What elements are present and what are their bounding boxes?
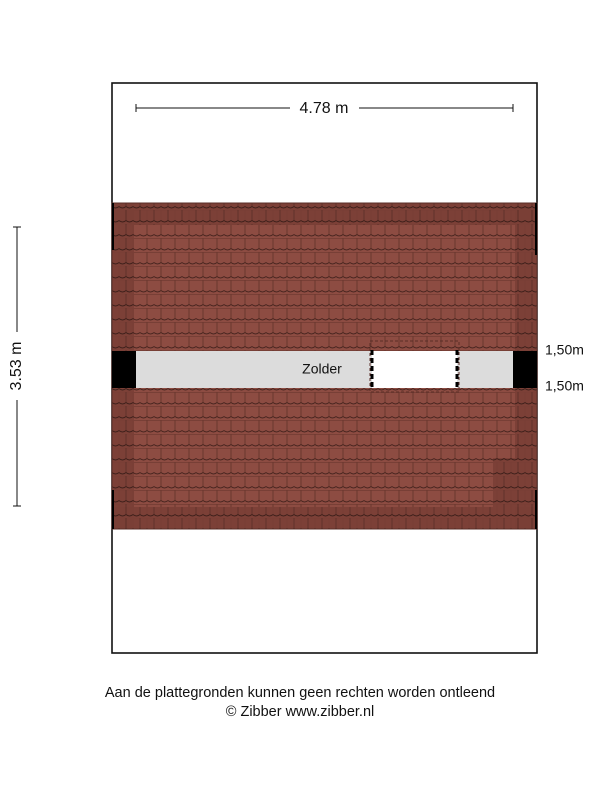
slope-height-bottom: 1,50m xyxy=(545,377,584,394)
room-label: Zolder xyxy=(302,360,342,377)
footer-disclaimer: Aan de plattegronden kunnen geen rechten worden ontleend xyxy=(104,685,496,701)
wall-right xyxy=(513,351,537,388)
width-label: 4.78 m xyxy=(299,100,349,118)
slope-height-top: 1,50m xyxy=(545,341,584,358)
width-dimension xyxy=(136,100,513,117)
height-label: 3.53 m xyxy=(8,341,26,391)
wall-left xyxy=(112,351,136,388)
height-dimension xyxy=(8,227,25,506)
footer-copyright: © Zibber www.zibber.nl xyxy=(225,704,375,720)
